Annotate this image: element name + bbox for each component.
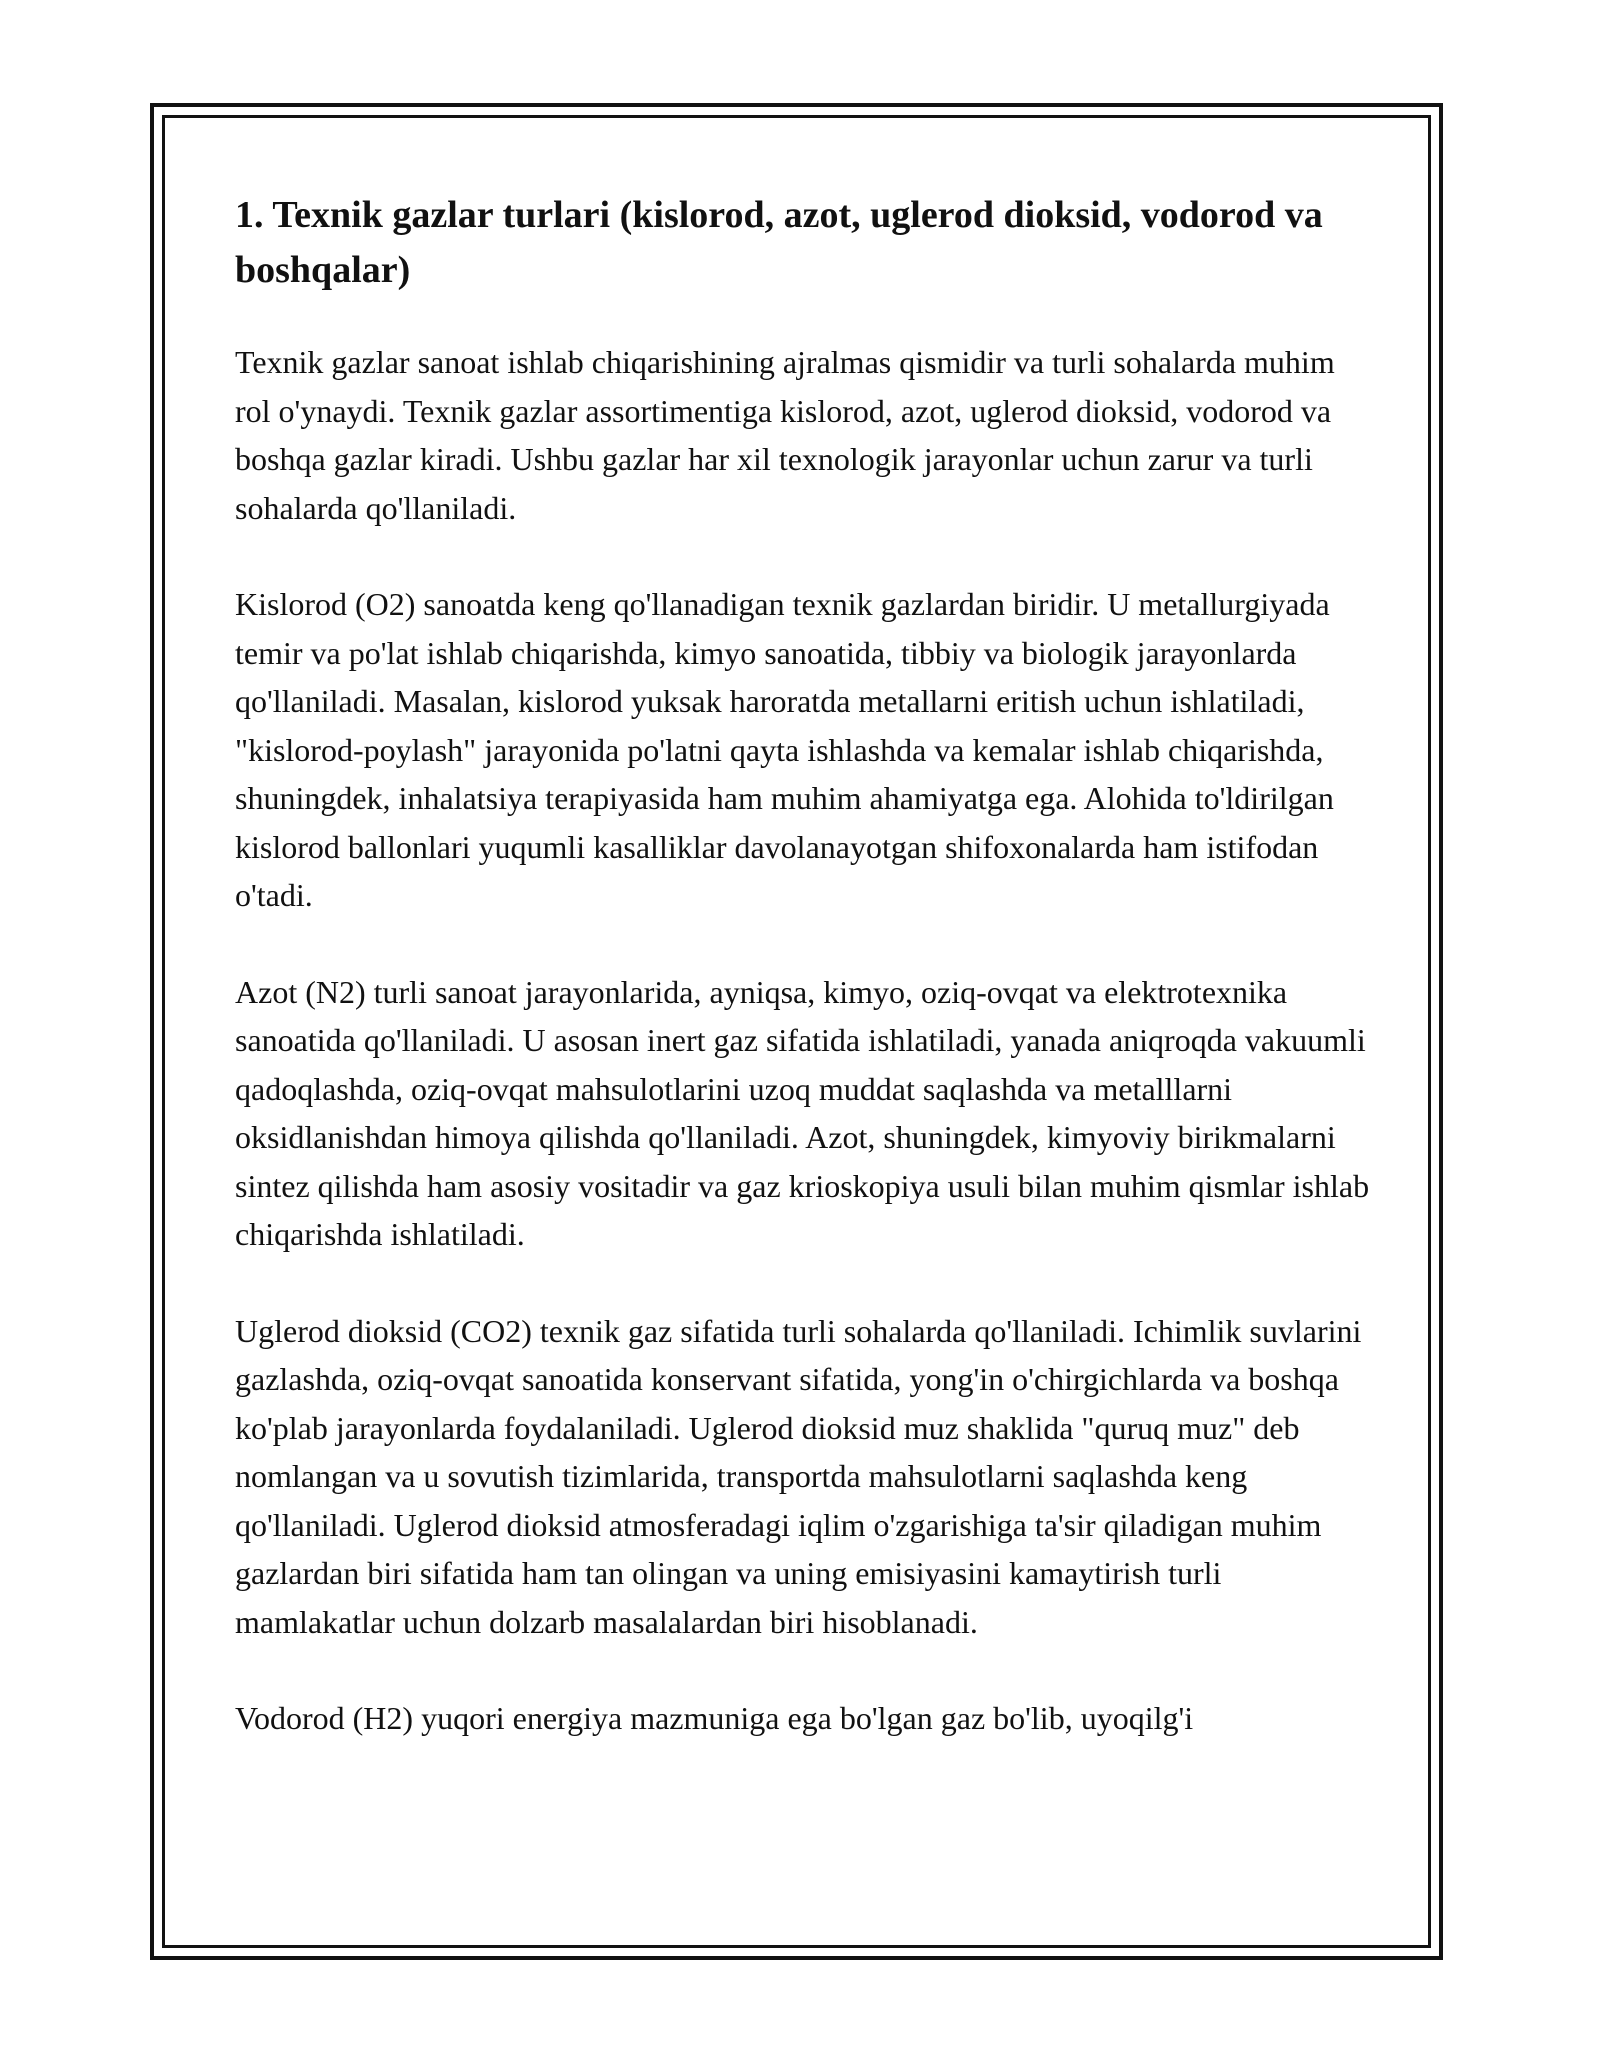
- paragraph-oxygen: Kislorod (O2) sanoatda keng qo'llanadigan texnik gazlardan biridir. U metallurgiyada temir va po'lat ishlab chiqarishda, kimyo sanoatida, tibbiy va biologik jarayonlarda qo'llaniladi. Masalan, kislorod yuksak haroratda metallarni eritish uchun ishlatiladi, "kislorod-poylash" jarayonida po'latni qayta ishlashda va kemalar ishlab chiqarishda, shuningdek, inhalatsiya terapiyasida ham muhim ahamiyatga ega. Alohida to'ldirilgan kislorod ballonlari yuqumli kasalliklar davolanayotgan shifoxonalarda ham istifodan o'tadi.: [235, 586, 1334, 913]
- document-body: [235, 188, 1375, 1791]
- paragraph-intro: Texnik gazlar sanoat ishlab chiqarishining ajralmas qismidir va turli sohalarda muhim rol o'ynaydi. Texnik gazlar assortimentiga kislorod, azot, uglerod dioksid, vodorod va boshqa gazlar kiradi. Ushbu gazlar har xil texnologik jarayonlar uchun zarur va turli sohalarda qo'llaniladi.: [235, 344, 1335, 526]
- section-heading: 1. Texnik gazlar turlari (kislorod, azot, uglerod dioksid, vodorod va boshqalar): [235, 194, 1323, 291]
- paragraph-hydrogen: Vodorod (H2) yuqori energiya mazmuniga ega bo'lgan gaz bo'lib, uyoqilg'i: [235, 1700, 1194, 1736]
- paragraph-nitrogen: Azot (N2) turli sanoat jarayonlarida, ayniqsa, kimyo, oziq-ovqat va elektrotexnika sanoatida qo'llaniladi. U asosan inert gaz sifatida ishlatiladi, yanada aniqroqda vakuumli qadoqlashda, oziq-ovqat mahsulotlarini uzoq muddat saqlashda va metalllarni oksidlanishdan himoya qilishda qo'llaniladi. Azot, shuningdek, kimyoviy birikmalarni sintez qilishda ham asosiy vositadir va gaz krioskopiya usuli bilan muhim qismlar ishlab chiqarishda ishlatiladi.: [235, 973, 1370, 1252]
- paragraph-carbon-dioxide: Uglerod dioksid (CO2) texnik gaz sifatida turli sohalarda qo'llaniladi. Ichimlik suvlarini gazlashda, oziq-ovqat sanoatida konservant sifatida, yong'in o'chirgichlarda va boshqa ko'plab jarayonlarda foydalaniladi. Uglerod dioksid muz shaklida "quruq muz" deb nomlangan va u sovutish tizimlarida, transportda mahsulotlarni saqlashda keng qo'llaniladi. Uglerod dioksid atmosferadagi iqlim o'zgarishiga ta'sir qiladigan muhim gazlardan biri sifatida ham tan olingan va uning emisiyasini kamaytirish turli mamlakatlar uchun dolzarb masalalardan biri hisoblanadi.: [235, 1312, 1362, 1640]
